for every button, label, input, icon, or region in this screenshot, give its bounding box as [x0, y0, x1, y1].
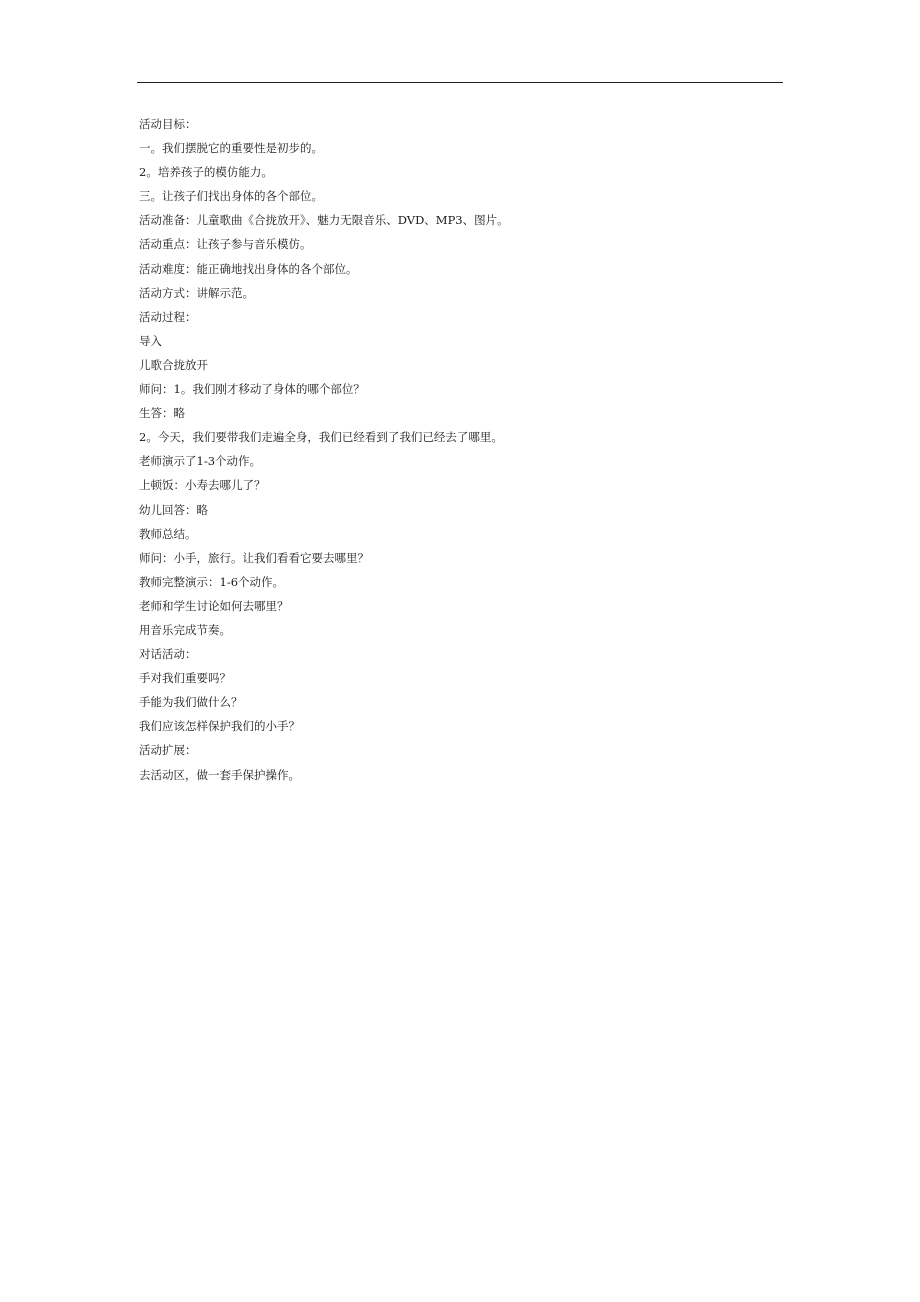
section-heading-dialogue: 对话活动：	[139, 647, 197, 662]
process-line: 用音乐完成节奏。	[139, 622, 231, 637]
process-line: 导入	[139, 333, 162, 348]
process-line: 教师完整演示：1-6个动作。	[139, 574, 285, 589]
process-line: 幼儿回答：略	[139, 502, 208, 517]
section-heading-goals: 活动目标：	[139, 117, 197, 131]
process-line: 老师和学生讨论如何去哪里？	[139, 598, 289, 613]
activity-focus: 活动重点：让孩子参与音乐模仿。	[139, 237, 312, 252]
goal-item: 2。培养孩子的模仿能力。	[139, 165, 273, 180]
activity-difficulty: 活动难度：能正确地找出身体的各个部位。	[139, 261, 358, 276]
dialogue-question: 手能为我们做什么？	[139, 695, 243, 710]
goal-item: 三。让孩子们找出身体的各个部位。	[139, 189, 323, 204]
dialogue-question: 手对我们重要吗？	[139, 671, 231, 686]
dialogue-question: 我们应该怎样保护我们的小手？	[139, 719, 300, 734]
process-line: 生答：略	[139, 406, 185, 421]
header-rule	[137, 82, 783, 83]
section-heading-extension: 活动扩展：	[139, 743, 197, 758]
activity-preparation: 活动准备：儿童歌曲《合拢放开》、魅力无限音乐、DVD、MP3、图片。	[139, 213, 509, 228]
activity-method: 活动方式：讲解示范。	[139, 285, 254, 300]
process-line: 儿歌合拢放开	[139, 357, 208, 372]
process-line: 2。今天，我们要带我们走遍全身，我们已经看到了我们已经去了哪里。	[139, 430, 503, 445]
process-line: 师问：小手，旅行。让我们看看它要去哪里？	[139, 550, 369, 565]
goal-item: 一。我们摆脱它的重要性是初步的。	[139, 141, 323, 156]
process-line: 老师演示了1-3个动作。	[139, 454, 262, 469]
extension-line: 去活动区，做一套手保护操作。	[139, 767, 300, 782]
section-heading-process: 活动过程：	[139, 309, 197, 324]
process-line: 教师总结。	[139, 526, 197, 541]
document-body	[139, 112, 779, 787]
process-line: 师问：1。我们刚才移动了身体的哪个部位？	[139, 382, 365, 397]
process-line: 上顿饭：小寿去哪儿了？	[139, 478, 266, 493]
